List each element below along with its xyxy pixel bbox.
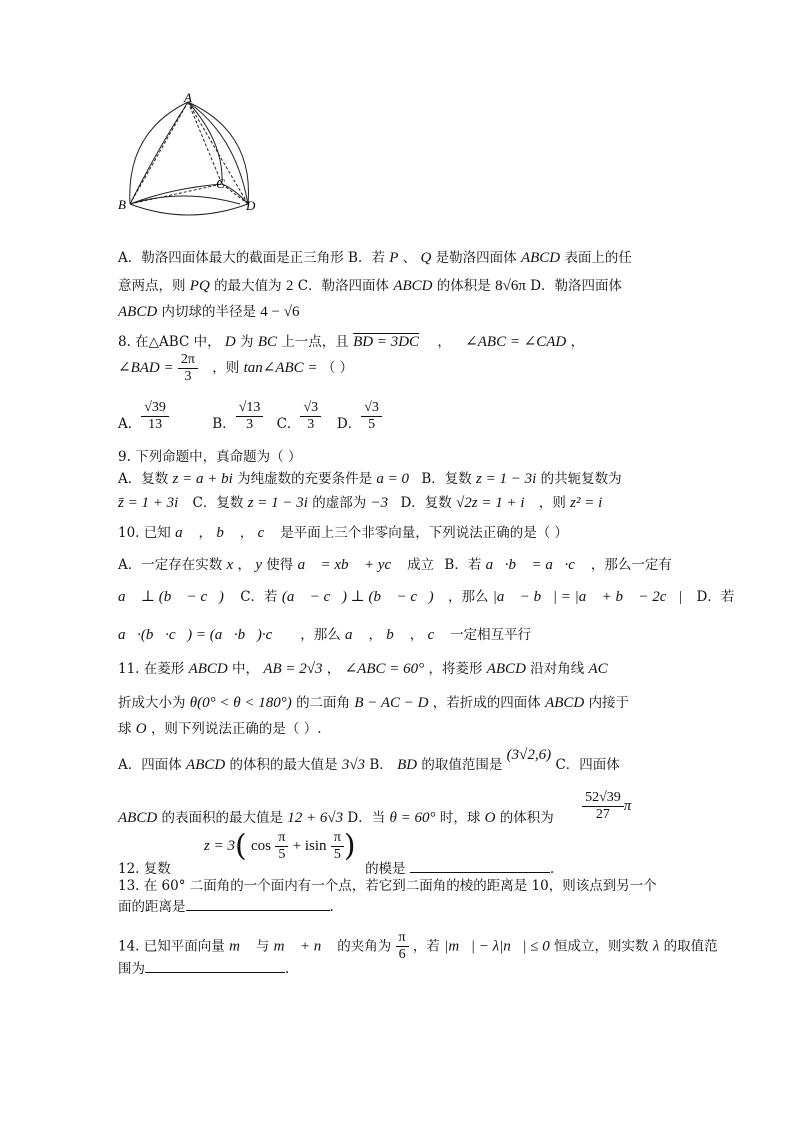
fraction-denominator: 5 xyxy=(368,417,376,432)
pi-symbol: π xyxy=(623,798,632,814)
fraction-pi-6 xyxy=(396,930,409,963)
q11-line-2 xyxy=(118,694,629,712)
q11-option-d-prefix: D．当 xyxy=(347,810,386,826)
q10-option-d-post: 一定相互平行 xyxy=(450,627,532,643)
tetra-abcd: ABCD xyxy=(118,304,158,320)
q8-stem-prefix: 8. 在△ABC 中， xyxy=(118,334,221,350)
q9-option-b-prefix: B．复数 xyxy=(421,471,472,487)
answer-blank[interactable] xyxy=(145,958,285,973)
q7-option-c-prefix: C．勒洛四面体 xyxy=(297,278,390,294)
q11-option-d-mid: 时，球 xyxy=(439,810,481,826)
q13-l2: 面的距离是 xyxy=(118,899,186,915)
isin-label: + isin xyxy=(292,838,327,854)
fraction-numerator: √39 xyxy=(141,400,169,417)
vector-b: b⃗ xyxy=(216,525,236,541)
q8-then: ，则 xyxy=(212,360,240,376)
q7-option-b-post: 表面上的任 xyxy=(564,250,632,266)
vector-c: c⃗ xyxy=(427,627,446,643)
q11-line-1: 11. 在菱形 ABCD 中， AB = 2√3 ， ∠ABC = 60° ，将菱形 ABCD 沿对角线 AC xyxy=(118,661,608,677)
sphere-volume-fraction xyxy=(582,790,624,823)
fraction-2pi-3 xyxy=(178,352,198,385)
q14-l1-end: 的取值范 xyxy=(663,938,718,955)
segment-pq: PQ xyxy=(189,278,210,294)
q9-option-d-prefix: D．复数 xyxy=(400,495,452,511)
q11-line-5 xyxy=(118,790,632,835)
point-d: D xyxy=(224,334,236,350)
q10-option-c-mid: ，那么 xyxy=(447,589,489,605)
sphere-o: O xyxy=(135,721,147,737)
q9-option-d-mid: ，则 xyxy=(538,495,566,511)
q11-l2-prefix: 折成大小为 xyxy=(118,695,186,711)
reuleaux-tetrahedron-figure xyxy=(112,92,272,217)
q10-line-3: a⃗·(b⃗·c⃗) = (a⃗·b⃗)·c⃗ ，那么 a⃗ ， b⃗ ， c⃗ 一定相互平行 xyxy=(118,627,532,643)
fraction-numerator: π xyxy=(396,930,409,947)
q9-option-c-mid: 的虚部为 xyxy=(312,495,367,511)
q9-line-1 xyxy=(118,470,622,488)
angle-equation: ∠ABC = ∠CAD xyxy=(465,334,567,350)
rhombus-abcd: ABCD xyxy=(188,661,228,677)
fraction-numerator: √3 xyxy=(300,400,321,417)
modulus-equation: |a⃗ − b⃗| = |a⃗ + b⃗ − 2c⃗| xyxy=(492,589,683,605)
vector-a: a⃗ xyxy=(345,627,365,643)
q14-end: . xyxy=(285,961,290,977)
q7-option-b-prefix: B．若 xyxy=(348,250,385,266)
dashed-edge-ab xyxy=(130,102,188,204)
option-label: B． xyxy=(212,416,236,432)
q7-option-a: A．勒洛四面体最大的截面是正三角形 xyxy=(118,250,344,266)
option-label: A． xyxy=(118,416,142,432)
vector-b: b⃗ xyxy=(386,627,406,643)
q7-option-d-post: 内切球的半径是 xyxy=(161,304,256,320)
complex-z-1-3i: z = 1 − 3i xyxy=(247,495,308,511)
q10-stem-post: 是平面上三个非零向量，下列说法正确的是（ ） xyxy=(280,525,569,541)
q13-line-2 xyxy=(118,896,334,916)
vertex-label-a: A xyxy=(184,92,192,105)
tan-expression: tan∠ABC = xyxy=(243,360,318,376)
vector-m: m⃗ xyxy=(229,938,252,955)
option-label: C． xyxy=(276,416,301,432)
q11-option-d-post: 的体积为 xyxy=(499,810,554,826)
q14-yu: 与 xyxy=(255,938,270,955)
tetra-abcd: ABCD xyxy=(393,278,433,294)
fraction-denominator: 6 xyxy=(398,947,406,962)
q11-l1-prefix: 11. 在菱形 xyxy=(118,661,185,677)
q8-option-d xyxy=(337,400,397,433)
q7-option-d-prefix: D．勒洛四面体 xyxy=(530,278,623,294)
q14-l2: 围为 xyxy=(118,961,145,977)
q11-zhong: 中， xyxy=(232,661,260,677)
option-fraction xyxy=(300,400,321,433)
q10-option-c-prefix: C．若 xyxy=(240,589,278,605)
tetra-abcd: ABCD xyxy=(118,810,158,826)
q8-option-b xyxy=(212,400,272,433)
fraction-numerator: √13 xyxy=(236,400,264,417)
tetra-abcd: ABCD xyxy=(520,250,561,266)
q11-l3-prefix: 球 xyxy=(118,721,132,737)
dot-equation: a⃗·b⃗ = a⃗·c⃗ xyxy=(485,557,587,573)
complex-z-1-3i: z = 1 − 3i xyxy=(476,471,537,487)
q11-option-a-mid: 的体积的最大值是 xyxy=(229,757,338,773)
q7-line-2 xyxy=(118,277,622,295)
sphere-o: O xyxy=(484,810,496,826)
dihedral-angle: B − AC − D xyxy=(354,695,429,711)
answer-blank[interactable] xyxy=(186,896,330,911)
fraction-denominator: 3 xyxy=(307,417,315,432)
fraction-denominator: 27 xyxy=(595,807,610,822)
outer-arc-bottom xyxy=(130,204,248,215)
separator: 、 xyxy=(402,250,417,266)
result-z2: z² = i xyxy=(570,495,603,511)
vector-decomposition: a⃗ = xb⃗ + yc⃗ xyxy=(297,557,403,573)
bd-range: (3√2,6) xyxy=(506,747,552,763)
q8-comma: ， xyxy=(437,334,451,350)
radius-value: 4 − √6 xyxy=(260,304,300,320)
point-q: Q xyxy=(420,250,432,266)
paren-left: ( xyxy=(234,828,247,864)
answer-blank[interactable] xyxy=(410,858,550,873)
q8-option-a xyxy=(118,400,208,433)
q9-stem: 9. 下列命题中，真命题为（ ） xyxy=(118,449,302,465)
fraction-numerator: π xyxy=(331,830,344,847)
segment-bd: BD xyxy=(397,757,418,773)
option-fraction xyxy=(236,400,264,433)
vector-m-plus-n: m⃗ + n⃗ xyxy=(273,938,333,955)
answer-paren: （ ） xyxy=(321,360,354,376)
option-fraction xyxy=(361,400,382,433)
fraction-denominator: 5 xyxy=(278,847,286,862)
q8-options xyxy=(118,400,397,433)
perp-result: a⃗ ⊥ (b⃗ − c⃗) xyxy=(118,589,224,605)
paren-right: ) xyxy=(343,828,356,864)
q11-l2-mid: 的二面角 xyxy=(296,695,351,711)
q8-wei: 为 xyxy=(240,334,254,350)
max-area: 12 + 6√3 xyxy=(287,810,344,826)
theta-60: θ = 60° xyxy=(389,810,436,826)
angle-bad: ∠BAD = xyxy=(118,360,174,376)
volume-value: 8√6π xyxy=(495,278,526,294)
q9-option-a-prefix: A．复数 xyxy=(118,471,169,487)
equation-sqrt2z: √2z = 1 + i xyxy=(456,495,525,511)
q9-line-2 xyxy=(118,494,602,512)
rhombus-abcd: ABCD xyxy=(486,661,526,677)
lambda: λ xyxy=(652,938,660,955)
q7-option-b-mid: 是勒洛四面体 xyxy=(435,250,517,266)
theta-range: θ(0° < θ < 180°) xyxy=(189,695,292,711)
formula-z: z = 3 xyxy=(204,838,235,854)
q7-line2-mid: 的最大值为 xyxy=(214,278,282,294)
q11-option-b-mid: 的取值范围是 xyxy=(421,757,503,773)
q8-option-c xyxy=(277,400,333,433)
q11-l2-end: 内接于 xyxy=(588,695,630,711)
q10-option-b-prefix: B．若 xyxy=(444,557,482,573)
q11-line-4 xyxy=(118,747,620,774)
tetra-abcd: ABCD xyxy=(545,695,585,711)
fraction-denominator: 3 xyxy=(246,417,254,432)
dashed-edge-ac xyxy=(188,102,222,184)
q10-option-a-mid: 使得 xyxy=(266,557,294,573)
q14-l1-mid: 的夹角为 xyxy=(337,938,392,955)
q14-l1-prefix: 14. 已知平面向量 xyxy=(118,938,225,955)
angle-abc: ∠ABC = 60° xyxy=(344,661,425,677)
condition-a0: a = 0 xyxy=(376,471,410,487)
real-y: y xyxy=(255,557,262,573)
q11-l1-post: 沿对角线 xyxy=(530,661,585,677)
max-value: 2 xyxy=(285,278,294,294)
q8-stem-mid: 上一点，且 xyxy=(281,334,349,350)
max-volume: 3√3 xyxy=(341,757,366,773)
q10-line-2 xyxy=(118,588,734,606)
vector-equation: BD = 3DC xyxy=(353,334,420,350)
vertex-label-d: D xyxy=(246,198,256,213)
q10-stem: 10. 已知 a⃗ ， b⃗ ， c⃗ 是平面上三个非零向量，下列说法正确的是（ ） xyxy=(118,525,569,541)
q10-option-b-post: ，那么一定有 xyxy=(590,557,672,573)
q11-l2-post: ，若折成的四面体 xyxy=(432,695,541,711)
q8-line-2 xyxy=(118,352,353,385)
q11-option-c-prefix: C．四面体 xyxy=(555,757,620,773)
q11-option-b-prefix: B． xyxy=(369,757,393,773)
q10-line-1: A．一定存在实数 x ， y 使得 a⃗ = xb⃗ + yc⃗ 成立 B．若 a⃗·b⃗ = a⃗·c⃗ ，那么一定有 xyxy=(118,557,672,573)
imag-part: −3 xyxy=(370,495,389,511)
vector-c: c⃗ xyxy=(257,525,276,541)
tetra-abcd: ABCD xyxy=(186,757,226,773)
fraction-denominator: 5 xyxy=(333,847,341,862)
q14-comma: ，若 xyxy=(412,938,440,955)
fraction-numerator: 52√39 xyxy=(582,790,624,807)
inequality: |m⃗| − λ|n⃗| ≤ 0 xyxy=(444,938,550,955)
perp-condition: (a⃗ − c⃗) ⊥ (b⃗ − c⃗) xyxy=(281,589,434,605)
q11-line-3 xyxy=(118,720,322,738)
q11-l1-mid: ，将菱形 xyxy=(428,661,483,677)
side-length: AB = 2√3 xyxy=(263,661,323,677)
q9-option-c-prefix: C．复数 xyxy=(192,495,244,511)
associative-equation: a⃗·(b⃗·c⃗) = (a⃗·b⃗)·c⃗ xyxy=(118,627,284,643)
q10-option-a-prefix: A．一定存在实数 xyxy=(118,557,223,573)
q10-option-d-prefix: D．若 xyxy=(696,589,735,605)
conjugate-value: z̄ = 1 + 3i xyxy=(118,495,179,511)
q7-line-3 xyxy=(118,303,299,321)
fraction-numerator: 2π xyxy=(178,352,198,369)
fraction-numerator: √3 xyxy=(361,400,382,417)
q11-l3-post: ，则下列说法正确的是（ ）. xyxy=(150,721,322,737)
option-label: D． xyxy=(336,416,362,432)
q12-end: . xyxy=(549,861,555,877)
q7-line-1 xyxy=(118,249,632,267)
q8-stem xyxy=(118,333,584,351)
vertex-label-b: B xyxy=(118,197,126,212)
vector-a: a⃗ xyxy=(175,525,195,541)
q13-end: . xyxy=(329,899,334,915)
q7-option-c-mid: 的体积是 xyxy=(436,278,491,294)
q13-line-1: 13. 在 60° 二面角的一个面内有一个点，若它到二面角的棱的距离是 10，则该点到另一个 xyxy=(118,878,657,894)
q12-line xyxy=(118,858,554,878)
q7-line2-prefix: 意两点，则 xyxy=(118,278,186,294)
q8-comma2: ， xyxy=(570,334,585,350)
q10-stem-prefix: 10. 已知 xyxy=(118,525,171,541)
q11-option-a-prefix: A．四面体 xyxy=(118,757,182,773)
fraction-numerator: π xyxy=(275,830,288,847)
fraction-denominator: 3 xyxy=(184,369,192,384)
complex-z-abi: z = a + bi xyxy=(172,471,233,487)
diagonal-ac: AC xyxy=(588,661,608,677)
q12-post: 的模是 xyxy=(365,861,406,877)
point-p: P xyxy=(389,250,399,266)
cos-label: cos xyxy=(250,838,271,854)
q11-option-c-mid: 的表面积的最大值是 xyxy=(161,810,283,826)
segment-bc: BC xyxy=(257,334,278,350)
q9-option-b-post: 的共轭复数为 xyxy=(540,471,622,487)
option-fraction xyxy=(141,400,169,433)
q14-l1-post: 恒成立，则实数 xyxy=(554,938,649,955)
q14-line-2 xyxy=(118,958,289,978)
vertex-label-c: C xyxy=(216,176,225,191)
q12-label: 12. 复数 xyxy=(118,861,171,877)
q10-option-a-post: 成立 xyxy=(407,557,435,573)
dashed-edge-bc xyxy=(130,184,222,204)
q9-option-a-mid: 为纯虚数的充要条件是 xyxy=(237,471,373,487)
fraction-denominator: 13 xyxy=(148,417,163,432)
real-x: x xyxy=(226,557,234,573)
q10-option-d-mid: ，那么 xyxy=(300,627,341,643)
